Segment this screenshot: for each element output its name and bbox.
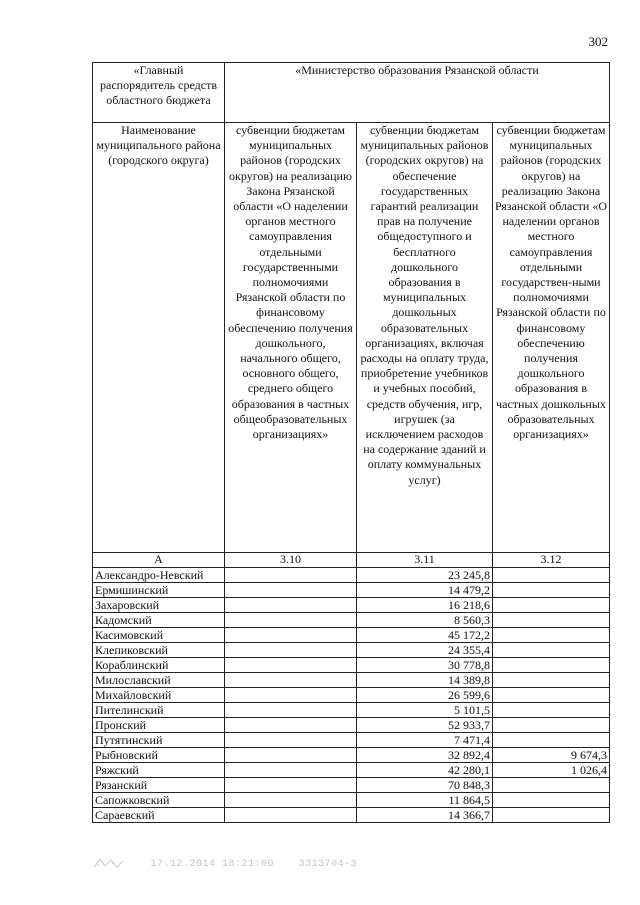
column-index: 3.12 xyxy=(493,553,610,568)
row-name: Рыбновский xyxy=(93,748,225,763)
table-row xyxy=(93,778,610,793)
row-value-311: 30 778,8 xyxy=(357,658,493,673)
row-value-312 xyxy=(493,613,610,628)
row-value-312 xyxy=(493,583,610,598)
row-value-312 xyxy=(493,688,610,703)
row-value-312 xyxy=(493,568,610,583)
row-name: Александро-Невский xyxy=(93,568,225,583)
row-value-310 xyxy=(225,643,357,658)
table-row xyxy=(93,568,610,583)
table-row xyxy=(93,763,610,778)
row-name: Милославский xyxy=(93,673,225,688)
data-rows xyxy=(93,568,610,823)
row-value-312: 9 674,3 xyxy=(493,748,610,763)
row-value-310 xyxy=(225,673,357,688)
row-value-312 xyxy=(493,808,610,823)
row-value-311: 14 366,7 xyxy=(357,808,493,823)
column-index-row xyxy=(93,553,610,568)
row-name: Ермишинский xyxy=(93,583,225,598)
distributor-label: «Главный распорядитель средств областного бюджета xyxy=(93,63,225,123)
row-value-312 xyxy=(493,703,610,718)
row-value-311: 52 933,7 xyxy=(357,718,493,733)
row-value-311: 42 280,1 xyxy=(357,763,493,778)
row-value-310 xyxy=(225,763,357,778)
row-name: Путятинский xyxy=(93,733,225,748)
row-value-312 xyxy=(493,598,610,613)
column-label-312: субвенции бюджетам муниципальных районов (городских округов) на реализацию Закона Рязанской области «О наделении органов местного самоуправления отдельными государствен-ными полномочиями Рязанской области по финансовому обеспечению получения дошкольного образования в частных дошкольных образовательных организациях» xyxy=(493,123,610,553)
table-row xyxy=(93,718,610,733)
table-row xyxy=(93,748,610,763)
column-label-name: Наименование муниципального района (городского округа) xyxy=(93,123,225,553)
row-value-312 xyxy=(493,718,610,733)
row-value-311: 8 560,3 xyxy=(357,613,493,628)
row-value-310 xyxy=(225,718,357,733)
row-value-310 xyxy=(225,748,357,763)
column-label-311: субвенции бюджетам муниципальных районов (городских округов) на обеспечение государственных гарантий реализации прав на получение общедоступного и бесплатного дошкольного образования в муниципальных дошкольных образовательных организациях, включая расходы на оплату труда, приобретение учебников и учебных пособий, средств обучения, игр, игрушек (за исключением расходов на содержание зданий и оплату коммунальных услуг) xyxy=(357,123,493,553)
row-value-311: 23 245,8 xyxy=(357,568,493,583)
table-row xyxy=(93,673,610,688)
row-value-310 xyxy=(225,598,357,613)
row-name: Ряжский xyxy=(93,763,225,778)
row-value-311: 14 389,8 xyxy=(357,673,493,688)
row-value-312 xyxy=(493,658,610,673)
row-name: Сапожковский xyxy=(93,793,225,808)
row-value-311: 26 599,6 xyxy=(357,688,493,703)
table-row xyxy=(93,808,610,823)
row-value-311: 5 101,5 xyxy=(357,703,493,718)
row-value-311: 70 848,3 xyxy=(357,778,493,793)
row-value-312 xyxy=(493,628,610,643)
column-index: 3.11 xyxy=(357,553,493,568)
ministry-name: «Министерство образования Рязанской области xyxy=(225,63,610,123)
table-row xyxy=(93,658,610,673)
row-name: Касимовский xyxy=(93,628,225,643)
row-value-312 xyxy=(493,733,610,748)
row-value-310 xyxy=(225,568,357,583)
table-row xyxy=(93,583,610,598)
row-value-310 xyxy=(225,688,357,703)
footer-timestamp: 17.12.2014 18:21:00 xyxy=(150,858,275,870)
row-name: Кадомский xyxy=(93,613,225,628)
table-row xyxy=(93,598,610,613)
row-value-311: 32 892,4 xyxy=(357,748,493,763)
row-value-310 xyxy=(225,778,357,793)
row-value-310 xyxy=(225,628,357,643)
row-name: Кораблинский xyxy=(93,658,225,673)
row-value-312 xyxy=(493,643,610,658)
row-value-310 xyxy=(225,733,357,748)
row-name: Сараевский xyxy=(93,808,225,823)
row-name: Захаровский xyxy=(93,598,225,613)
row-name: Михайловский xyxy=(93,688,225,703)
row-name: Пителинский xyxy=(93,703,225,718)
page-number: 302 xyxy=(588,34,608,49)
row-value-311: 7 471,4 xyxy=(357,733,493,748)
table-row xyxy=(93,733,610,748)
row-value-310 xyxy=(225,808,357,823)
table-row xyxy=(93,688,610,703)
row-name: Клепиковский xyxy=(93,643,225,658)
column-labels-row xyxy=(93,123,610,553)
row-value-310 xyxy=(225,793,357,808)
row-value-310 xyxy=(225,658,357,673)
row-value-311: 14 479,2 xyxy=(357,583,493,598)
row-value-312 xyxy=(493,793,610,808)
table-row xyxy=(93,628,610,643)
column-label-310: субвенции бюджетам муниципальных районов (городских округов) на реализацию Закона Рязанской области «О наделении органов местного самоуправления отдельными государственными полномочиями Рязанской области по финансовому обеспечению получения дошкольного, начального общего, основного общего, среднего общего образования в частных общеобразовательных организациях» xyxy=(225,123,357,553)
row-value-312 xyxy=(493,673,610,688)
row-value-310 xyxy=(225,703,357,718)
footer-doc-id: 3313704-3 xyxy=(298,858,358,870)
column-index: А xyxy=(93,553,225,568)
table-row xyxy=(93,703,610,718)
subvention-table xyxy=(92,62,610,823)
row-value-311: 24 355,4 xyxy=(357,643,493,658)
row-value-310 xyxy=(225,613,357,628)
row-name: Пронский xyxy=(93,718,225,733)
table-row xyxy=(93,643,610,658)
row-value-310 xyxy=(225,583,357,598)
footer-stamp xyxy=(92,856,375,870)
row-name: Рязанский xyxy=(93,778,225,793)
row-value-311: 11 864,5 xyxy=(357,793,493,808)
row-value-312 xyxy=(493,778,610,793)
column-index: 3.10 xyxy=(225,553,357,568)
stamp-mark-icon xyxy=(92,856,126,870)
header-row xyxy=(93,63,610,123)
row-value-311: 45 172,2 xyxy=(357,628,493,643)
row-value-311: 16 218,6 xyxy=(357,598,493,613)
table-row xyxy=(93,793,610,808)
row-value-312: 1 026,4 xyxy=(493,763,610,778)
table-row xyxy=(93,613,610,628)
